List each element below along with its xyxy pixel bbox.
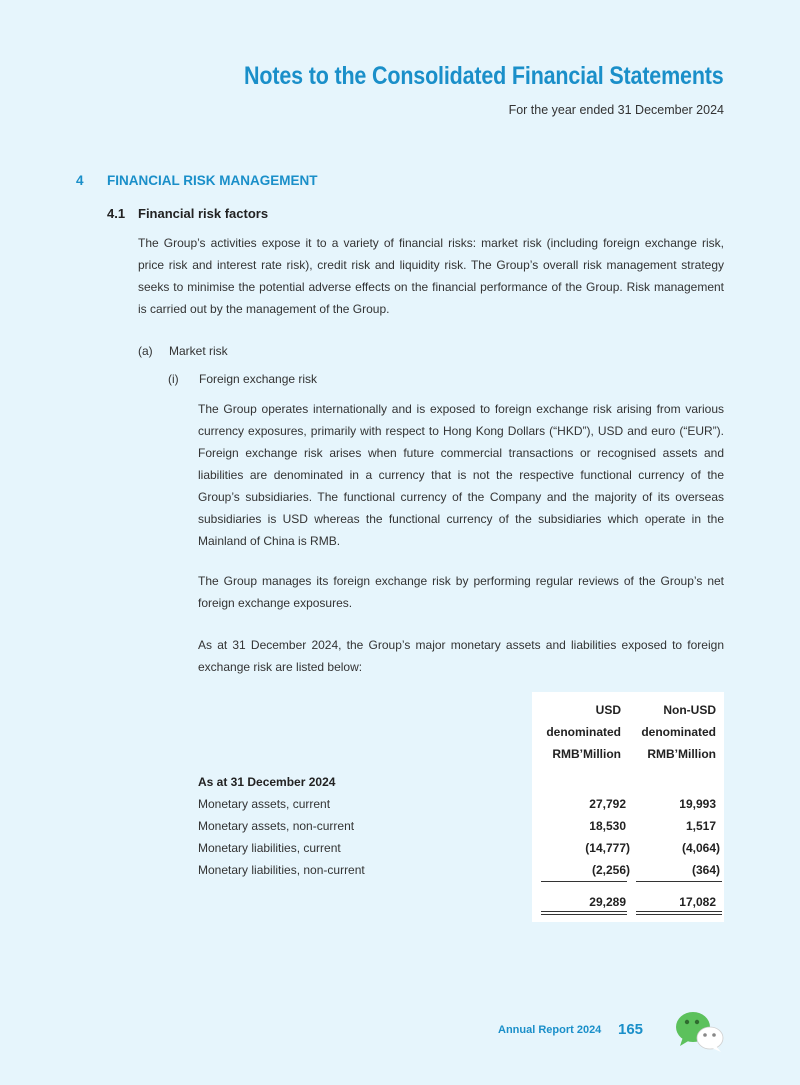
fx-paragraph-3: As at 31 December 2024, the Group’s major monetary assets and liabilities exposed to foreign exchange risk are listed below: xyxy=(198,638,724,674)
table-row-label: Monetary liabilities, non-current xyxy=(198,863,365,877)
column-header-non-usd-line3: RMB’Million xyxy=(647,747,716,761)
fx-paragraph-2: The Group manages its foreign exchange risk by performing regular reviews of the Group’s net foreign exchange exposures. xyxy=(198,574,724,610)
table-cell-non-usd: (4,064) xyxy=(681,841,720,855)
table-row-label: Monetary liabilities, current xyxy=(198,841,341,855)
section-heading xyxy=(76,173,318,188)
column-header-usd-line3: RMB’Million xyxy=(552,747,621,761)
table-total-usd: 29,289 xyxy=(589,895,626,909)
page-title: Notes to the Consolidated Financial Statements xyxy=(244,62,724,90)
footer-report-label: Annual Report 2024 xyxy=(498,1024,602,1036)
column-header-usd-line2: denominated xyxy=(546,725,621,739)
item-i-label: Foreign exchange risk xyxy=(199,372,318,386)
section-title: FINANCIAL RISK MANAGEMENT xyxy=(107,173,318,188)
table-cell-non-usd: 1,517 xyxy=(685,819,716,833)
fx-paragraph-1: The Group operates internationally and is exposed to foreign exchange risk arising from various currency exposures, primarily with respect to Hong Kong Dollars (“HKD”), USD and euro (“EUR”). Foreign exchange risk arises when future commercial transactions or recognised assets and liabilities are denominated in a currency that is not the respective functional currency of the Group’s subsidiaries. The functional currency of the Company and the majority of its overseas subsidiaries is USD whereas the functional currency of the subsidiaries which operate in the Mainland of China is RMB. xyxy=(198,402,724,548)
table-cell-usd: (14,777) xyxy=(585,841,630,855)
table-cell-usd: (2,256) xyxy=(591,863,630,877)
section-number: 4 xyxy=(76,173,84,188)
total-double-rule-usd xyxy=(541,911,627,915)
table-row-label: Monetary assets, current xyxy=(198,797,331,811)
wechat-icon xyxy=(674,1010,726,1052)
subtotal-rule-non-usd xyxy=(636,881,722,882)
column-header-usd-line1: USD xyxy=(595,703,621,717)
table-cell-non-usd: 19,993 xyxy=(679,797,716,811)
table-heading: As at 31 December 2024 xyxy=(198,775,336,789)
subsection-heading xyxy=(107,206,268,221)
table-total-non-usd: 17,082 xyxy=(679,895,716,909)
intro-paragraph: The Group’s activities expose it to a variety of financial risks: market risk (including foreign exchange risk, price risk and interest rate risk), credit risk and liquidity risk. The Group’s overall risk management strategy seeks to minimise the potential adverse effects on the financial performance of the Group. Risk management is carried out by the management of the Group. xyxy=(138,236,724,316)
column-header-usd xyxy=(511,699,621,765)
item-a-marker: (a) xyxy=(138,344,153,358)
table-cell-non-usd: (364) xyxy=(691,863,720,877)
column-header-non-usd xyxy=(606,699,716,765)
column-header-non-usd-line1: Non-USD xyxy=(663,703,716,717)
page-subtitle: For the year ended 31 December 2024 xyxy=(508,103,724,117)
item-i xyxy=(168,372,317,386)
total-double-rule-non-usd xyxy=(636,911,722,915)
item-a-label: Market risk xyxy=(169,344,228,358)
subsection-title: Financial risk factors xyxy=(138,206,269,221)
column-header-non-usd-line2: denominated xyxy=(641,725,716,739)
table-cell-usd: 27,792 xyxy=(589,797,626,811)
footer-page-number: 165 xyxy=(618,1021,644,1038)
subsection-number: 4.1 xyxy=(107,206,126,221)
table-cell-usd: 18,530 xyxy=(589,819,626,833)
item-a xyxy=(138,344,228,358)
table-row-label: Monetary assets, non-current xyxy=(198,819,355,833)
item-i-marker: (i) xyxy=(168,372,179,386)
subtotal-rule-usd xyxy=(541,881,627,882)
